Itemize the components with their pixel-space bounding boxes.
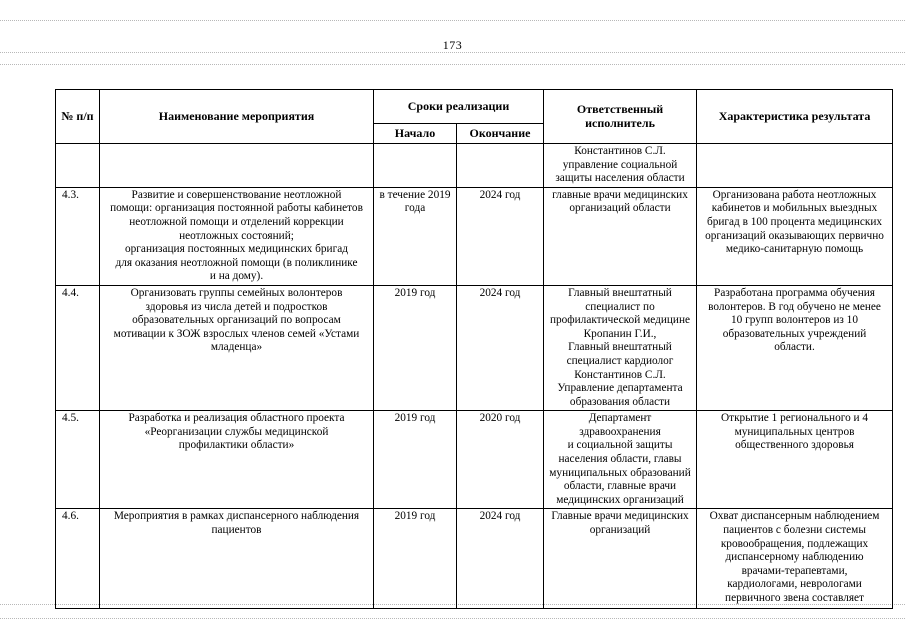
text-line: 2019 год (394, 412, 436, 425)
text-line: Константинов С.Л. (574, 145, 666, 157)
cell-name (100, 187, 374, 285)
text-line: Департамент (588, 412, 652, 425)
text-line: «Реорганизации службы медицинской (144, 425, 329, 438)
cell-start (374, 285, 457, 410)
cell-start (374, 187, 457, 285)
text-line: организаций (589, 524, 651, 537)
text-line: Разработана программа обучения (714, 286, 875, 299)
text-line: Главный внештатный (568, 341, 672, 354)
cell-responsible (544, 187, 697, 285)
text-line: Главный внештатный (568, 286, 672, 299)
text-line: неотложных состояний; (179, 229, 294, 242)
cell-result (697, 509, 893, 609)
text-line: неотложной помощи и отделений коррекции (129, 215, 344, 228)
text-line: для оказания неотложной помощи (в поликлинике (115, 256, 358, 269)
text-line: Константинов С.Л. (574, 368, 666, 381)
text-line: мотивации к ЗОЖ взрослых членов семей «Устами (113, 327, 360, 340)
text-line: профилактической медицине (549, 314, 691, 327)
page-number: 173 (442, 38, 463, 52)
cell-start (374, 411, 457, 509)
table-row (56, 509, 893, 609)
text-line: муниципальных центров (734, 425, 855, 438)
header-start: Начало (374, 124, 457, 144)
text-line: образования области (569, 395, 671, 408)
text-line: области. (774, 341, 815, 354)
cell-result (697, 187, 893, 285)
cell-end: 2020 год (457, 411, 544, 509)
text-line: первичного звена составляет (725, 592, 864, 604)
cell-num: 4.3. (56, 187, 100, 285)
cell-responsible (544, 411, 697, 509)
text-line: диспансерному наблюдению (725, 551, 864, 564)
header-end: Окончание (457, 124, 544, 144)
text-line: и социальной защиты (567, 439, 673, 452)
cell-end: 2024 год (457, 187, 544, 285)
scan-noise (0, 618, 905, 620)
text-line: волонтеров. В год обучено не менее (708, 300, 881, 313)
text-line: медицинских организаций (556, 493, 684, 506)
cell-responsible (544, 285, 697, 410)
text-line: Разработка и реализация областного проекта (128, 412, 345, 425)
text-line: муниципальных образований (549, 466, 691, 479)
text-line: Организовать группы семейных волонтеров (130, 286, 343, 299)
text-line: Организована работа неотложных (712, 188, 877, 201)
header-responsible: Ответственный исполнитель (544, 90, 697, 144)
text-line: Мероприятия в рамках диспансерного наблюдения (113, 510, 360, 523)
table-cell (56, 144, 100, 188)
header-name: Наименование мероприятия (100, 90, 374, 144)
text-line: года (404, 202, 426, 215)
cell-end: 2024 год (457, 285, 544, 410)
table-row (56, 285, 893, 410)
text-line: 2019 год (394, 286, 436, 299)
text-line: Кропанин Г.И., (583, 327, 657, 340)
text-line: общественного здоровья (735, 439, 854, 452)
cell-end: 2024 год (457, 509, 544, 609)
header-result: Характеристика результата (697, 90, 893, 144)
text-line: Управление департамента (557, 382, 683, 395)
text-line: организаций оказывающих первично (705, 229, 884, 242)
text-line: кардиологами, неврологами (727, 578, 862, 591)
table-cell (100, 144, 374, 188)
cell-start (374, 509, 457, 609)
text-line: управление социальной (562, 158, 678, 171)
table-row (56, 411, 893, 509)
text-line: врачами-терапевтами, (741, 564, 848, 577)
text-line: младенца» (210, 341, 263, 354)
text-line: в течение 2019 (379, 188, 451, 201)
cell-responsible (544, 509, 697, 609)
header-num: № п/п (56, 90, 100, 144)
text-line: пациентов с болезни системы (723, 524, 866, 537)
cell-result (697, 285, 893, 410)
header-period: Сроки реализации (374, 90, 544, 124)
text-line: бригад в 100 процента медицинских (706, 215, 883, 228)
text-line: пациентов (211, 524, 262, 537)
cell-name (100, 411, 374, 509)
text-line: и на дому). (209, 270, 264, 283)
cell-num: 4.4. (56, 285, 100, 410)
table-cell (697, 144, 893, 188)
text-line: кровообращения, подлежащих (720, 537, 869, 550)
text-line: образовательных учреждений (722, 327, 867, 340)
cell-name (100, 285, 374, 410)
table-cell (457, 144, 544, 188)
text-line: Главные врачи медицинских (551, 510, 689, 523)
text-line: 2019 год (394, 510, 436, 523)
text-line: организаций области (569, 202, 671, 215)
text-line: защиты населения области (555, 172, 685, 185)
text-line: специалист кардиолог (566, 354, 674, 367)
text-line: главные врачи медицинских (552, 188, 688, 201)
text-line: области, главные врачи (563, 480, 677, 493)
text-line: здоровья из числа детей и подростков (145, 300, 328, 313)
cell-num: 4.5. (56, 411, 100, 509)
text-line: Открытие 1 регионального и 4 (720, 412, 869, 425)
text-line: здравоохранения (579, 425, 661, 438)
cell-result (697, 411, 893, 509)
table-row-continuation (56, 144, 893, 188)
text-line: образовательных организаций по вопросам (132, 314, 341, 327)
text-line: организация постоянных медицинских бригад (125, 243, 348, 256)
cell-responsible (544, 144, 697, 188)
text-line: Охват диспансерным наблюдением (709, 510, 880, 523)
text-line: помощи: организация постоянной работы кабинетов (110, 202, 363, 215)
cell-num: 4.6. (56, 509, 100, 609)
text-line: Развитие и совершенствование неотложной (131, 188, 342, 201)
text-line: кабинетов и мобильных выездных (711, 202, 878, 215)
scan-noise (0, 64, 905, 66)
text-line: профилактики области» (178, 439, 295, 452)
activities-table (55, 89, 893, 609)
text-line: населения области, главы (558, 453, 682, 466)
cell-name (100, 509, 374, 609)
text-line: медико-санитарную помощь (725, 243, 864, 256)
scan-noise (0, 20, 905, 22)
text-line: специалист по (585, 300, 655, 313)
table-row (56, 187, 893, 285)
table-cell (374, 144, 457, 188)
text-line: 10 групп волонтеров из 10 (731, 314, 858, 327)
